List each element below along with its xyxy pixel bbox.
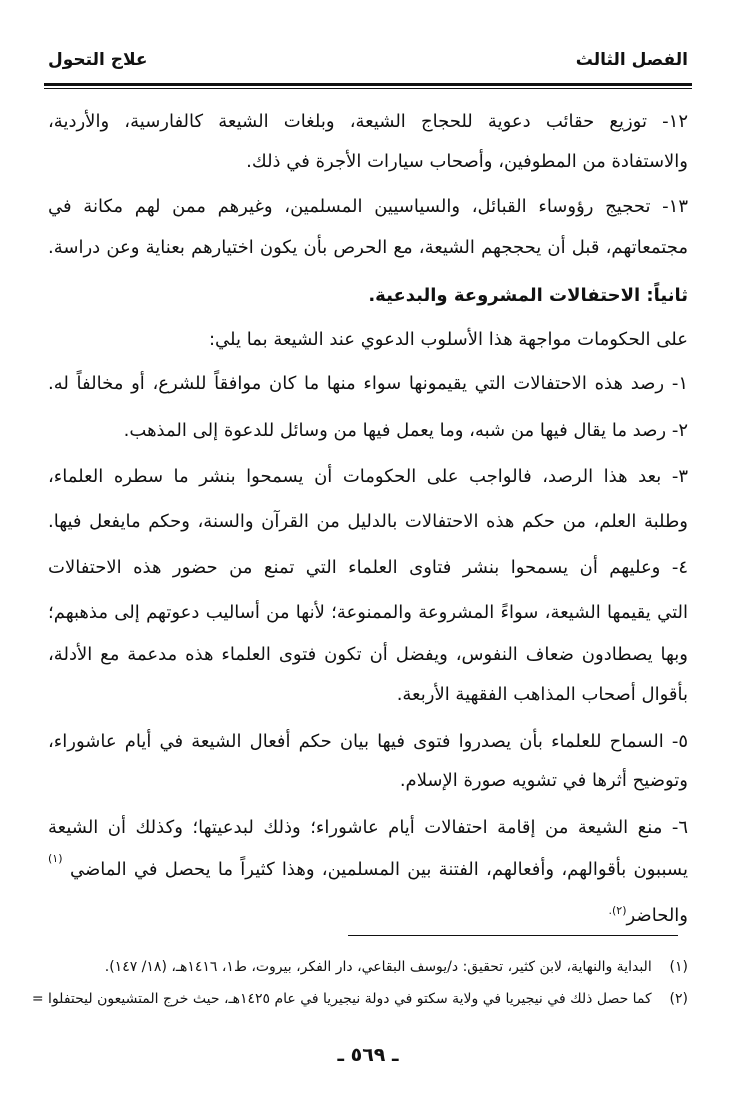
footnote-ref: (٢). (608, 904, 627, 917)
text-line: ١٣- تحجيج رؤوساء القبائل، والسياسيين المسلمين، وغيرهم ممن لهم مكانة في (48, 196, 688, 217)
chapter-title: الفصل الثالث (575, 50, 688, 70)
footnote-rule (348, 935, 678, 936)
text-line: ٤- وعليهم أن يسمحوا بنشر فتاوى العلماء التي تمنع من حضور هذه الاحتفالات (48, 557, 688, 578)
text-line: ١٢- توزيع حقائب دعوية للحجاج الشيعة، وبلغات الشيعة كالفارسية، والأردية، (48, 111, 688, 132)
text-line: يسببون بأقوالهم، وأفعالهم، الفتنة بين المسلمين، وهذا كثيراً ما يحصل في الماضي (70, 859, 688, 880)
text-line: ٦- منع الشيعة من إقامة احتفالات أيام عاشوراء؛ وذلك لبدعيتها؛ وكذلك أن الشيعة (48, 817, 688, 838)
section-title: علاج التحول (48, 50, 148, 70)
header-rule (44, 83, 692, 86)
text-fragment: والحاضر (626, 905, 688, 926)
text-line: التي يقيمها الشيعة، سواءً المشروعة والممنوعة؛ لأنها من أساليب دعوتهم إلى مذهبهم؛ (48, 602, 688, 623)
section-heading: ثانياً: الاحتفالات المشروعة والبدعية. (368, 285, 688, 306)
header-rule-thin (44, 88, 692, 89)
page-number: ـ ٥٦٩ ـ (337, 1044, 399, 1066)
footnote-ref: (١) (48, 852, 63, 865)
text-line: والاستفادة من المطوفين، وأصحاب سيارات الأجرة في ذلك. (246, 151, 688, 172)
text-line: وتوضيح أثرها في تشويه صورة الإسلام. (399, 770, 688, 791)
text-line: ١- رصد هذه الاحتفالات التي يقيمونها سواء منها ما كان موافقاً للشرع، أو مخالفاً له. (48, 373, 688, 394)
text-line: وطلبة العلم، من حكم هذه الاحتفالات بالدليل من القرآن والسنة، وحكم مايفعل فيها. (48, 511, 688, 532)
text-line: بأقوال أصحاب المذاهب الفقهية الأربعة. (396, 684, 688, 705)
footnote (105, 957, 688, 977)
text-line (608, 899, 688, 926)
text-line: ٣- بعد هذا الرصد، فالواجب على الحكومات أن يسمحوا بنشر ما سطره العلماء، (48, 466, 688, 487)
footnote-text: البداية والنهاية، لابن كثير، تحقيق: د/يوسف البقاعي، دار الفكر، بيروت، ط١، ١٤١٦هـ، (١٨/ ١٤٧). (104, 959, 652, 975)
text-line: ٥- السماح للعلماء بأن يصدروا فتوى فيها بيان حكم أفعال الشيعة في أيام عاشوراء، (48, 731, 688, 752)
text-line: مجتمعاتهم، قبل أن يحججهم الشيعة، مع الحرص بأن يكون اختيارهم بعناية وعن دراسة. (48, 237, 688, 258)
text-line: وبها يصطادون ضعاف النفوس، ويفضل أن تكون فتوى العلماء هذه مدعمة مع الأدلة، (48, 644, 688, 665)
text-line: ٢- رصد ما يقال فيها من شبه، وما يعمل فيها من وسائل للدعوة إلى المذهب. (123, 420, 688, 441)
footnote-number: (٢) (669, 991, 688, 1007)
footnote-number: (١) (669, 959, 688, 975)
footnote (32, 989, 688, 1009)
footnote-text: كما حصل ذلك في نيجيريا في ولاية سكتو في دولة نيجيريا في عام ١٤٢٥هـ، حيث خرج المتشيعون ليحتفلوا = (31, 991, 652, 1007)
text-line: على الحكومات مواجهة هذا الأسلوب الدعوي عند الشيعة بما يلي: (208, 329, 688, 350)
